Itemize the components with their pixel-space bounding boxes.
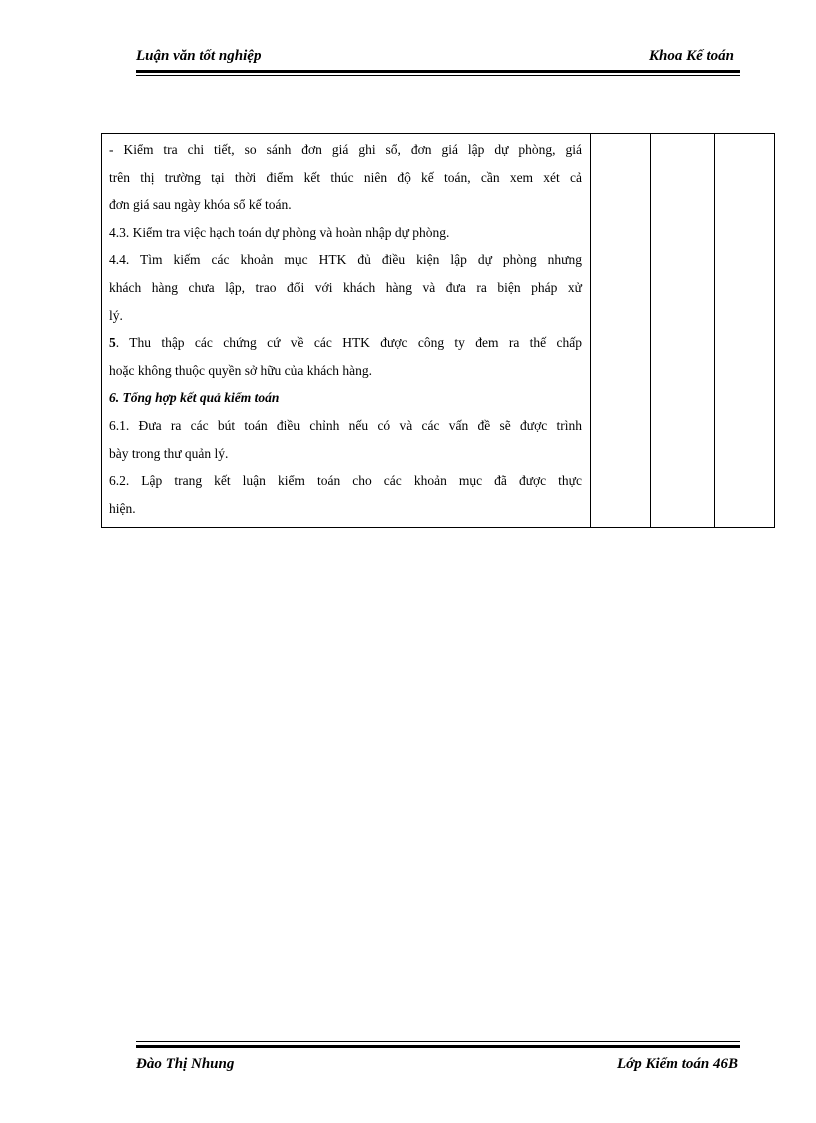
empty-cell bbox=[715, 134, 775, 528]
page-header bbox=[136, 48, 740, 70]
text-line: 4.3. Kiểm tra việc hạch toán dự phòng và hoàn nhập dự phòng. bbox=[109, 224, 450, 240]
text-line: lý. bbox=[109, 307, 123, 323]
text-line: 6.2. Lập trang kết luận kiểm toán cho các khoản mục đã được thực bbox=[109, 473, 582, 489]
header-thesis-title: Luận văn tốt nghiệp bbox=[136, 48, 262, 64]
page-footer bbox=[136, 1056, 740, 1078]
text-line: đơn giá sau ngày khóa sổ kế toán. bbox=[109, 197, 292, 213]
table-row bbox=[102, 134, 775, 528]
header-rule-thick bbox=[136, 70, 740, 73]
footer-author: Đào Thị Nhung bbox=[136, 1056, 235, 1072]
procedure-cell bbox=[102, 134, 591, 528]
audit-procedure-table bbox=[101, 133, 775, 528]
step-text: . Thu thập các chứng cứ về các HTK được công ty đem ra thế chấp bbox=[115, 335, 582, 351]
text-line: khách hàng chưa lập, trao đổi với khách hàng và đưa ra biện pháp xử bbox=[109, 279, 582, 295]
step-number: 5 bbox=[109, 335, 116, 351]
section-heading: 6. Tổng hợp kết quả kiểm toán bbox=[109, 390, 280, 406]
text-line: - Kiểm tra chi tiết, so sánh đơn giá ghi sổ, đơn giá lập dự phòng, giá bbox=[109, 142, 582, 157]
empty-cell bbox=[591, 134, 651, 528]
empty-cell bbox=[651, 134, 715, 528]
header-faculty: Khoa Kế toán bbox=[648, 48, 734, 64]
footer-rule-thin bbox=[136, 1041, 740, 1042]
footer-rule-thick bbox=[136, 1045, 740, 1048]
text-line: hoặc không thuộc quyền sở hữu của khách hàng. bbox=[109, 362, 373, 378]
footer-class: Lớp Kiểm toán 46B bbox=[617, 1056, 738, 1072]
text-line: trên thị trường tại thời điểm kết thúc niên độ kế toán, cần xem xét cả bbox=[109, 169, 582, 185]
text-line: bày trong thư quản lý. bbox=[109, 445, 229, 461]
header-rule-thin bbox=[136, 75, 740, 76]
text-line-step-5 bbox=[109, 329, 582, 357]
text-line: hiện. bbox=[109, 500, 136, 516]
text-line: 6.1. Đưa ra các bút toán điều chỉnh nếu có và các vấn đề sẽ được trình bbox=[109, 417, 582, 433]
text-line: 4.4. Tìm kiếm các khoản mục HTK đủ điều kiện lập dự phòng nhưng bbox=[109, 252, 582, 268]
